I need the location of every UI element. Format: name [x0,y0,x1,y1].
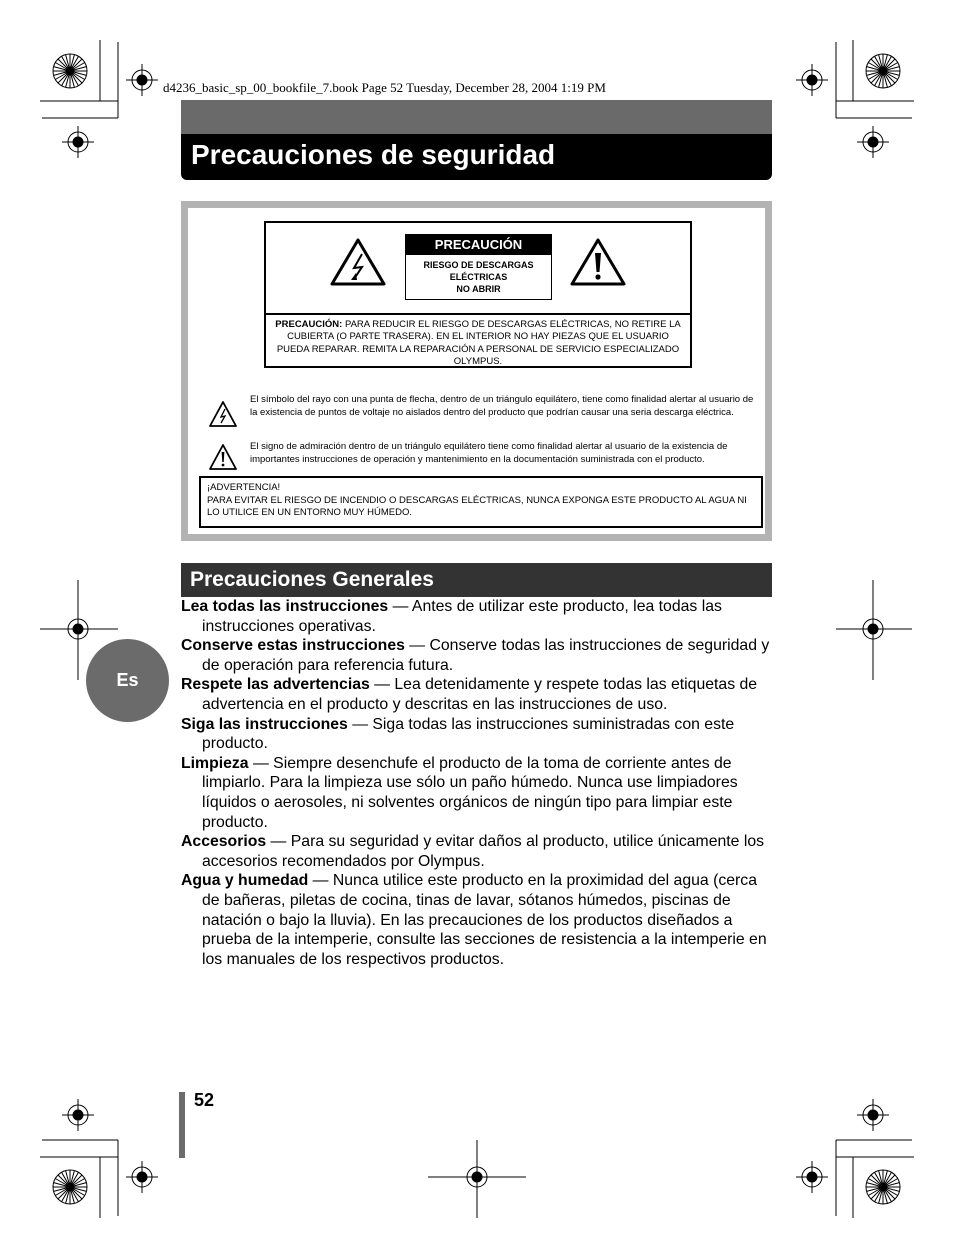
caution-badge-body [406,259,551,295]
instruction-term: Lea todas las instrucciones [181,598,389,615]
caution-note-label: PRECAUCIÓN: [275,319,343,330]
list-item [181,675,776,714]
instruction-term: Accesorios [181,833,267,851]
list-item [181,754,776,832]
exclamation-triangle-icon [208,443,238,471]
caution-badge-line: ELÉCTRICAS [449,272,508,282]
section-header-bar [181,563,772,597]
language-tab: Es [86,639,169,722]
instruction-text: — Siga todas las instrucciones suministradas con este producto. [202,715,735,753]
instruction-term: Siga las instrucciones [181,715,348,733]
caution-note-text: PARA REDUCIR EL RIESGO DE DESCARGAS ELÉCTRICAS, NO RETIRE LA CUBIERTA (O PARTE TRASERA). EN EL INTERIOR NO HAY PIEZAS QUE EL USUARIO PUEDA REPARAR. REMITA LA REPARACIÓN A PERSONAL DE SERVICIO ESPECIALIZADO OLYMPUS. [276,319,681,367]
page-number-bar [179,1092,185,1158]
instruction-term: Agua y humedad [181,872,309,890]
instructions-list [181,597,776,969]
instruction-text: — Antes de utilizar este producto, lea todas las instrucciones operativas. [202,598,722,635]
caution-label-top [266,223,690,315]
starburst-center [66,1183,74,1191]
starburst-center [879,67,887,75]
print-header: d4236_basic_sp_00_bookfile_7.book Page 52 Tuesday, December 28, 2004 1:19 PM [163,80,606,95]
starburst-center [879,1183,887,1191]
list-item [181,715,776,754]
caution-label-box [264,221,692,368]
instruction-text: — Lea detenidamente y respete todas las etiquetas de advertencia en el producto y descritas en las instrucciones de uso. [202,676,758,713]
caution-badge-line: NO ABRIR [456,284,501,294]
warning-panel [181,201,772,541]
starburst-center [66,67,74,75]
symbol-note-text: El signo de admiración dentro de un triángulo equilátero tiene como finalidad alertar al usuario de la existencia de importantes instrucciones de operación y mantenimiento en la documentación suministrada con el producto. [250,441,728,465]
page-number: 52 [194,1090,215,1110]
list-item [181,832,776,871]
instruction-term: Limpieza [181,754,249,772]
caution-badge [405,234,552,300]
caution-note [274,319,682,368]
lightning-triangle-icon [208,400,238,428]
symbol-note-text: El símbolo del rayo con una punta de flecha, dentro de un triángulo equilátero, tiene como finalidad alertar al usuario de la existencia de puntos de voltaje no aislados dentro del producto que podrían causar una seria descarga eléctrica. [250,394,754,418]
instruction-term: Respete las advertencias [181,676,370,694]
exclamation-triangle-icon [570,237,626,287]
caution-badge-heading: PRECAUCIÓN [406,235,551,255]
list-item [181,871,776,969]
instruction-text: — Para su seguridad y evitar daños al producto, utilice únicamente los accesorios recomendados por Olympus. [202,833,765,870]
advertencia-text: PARA EVITAR EL RIESGO DE INCENDIO O DESCARGAS ELÉCTRICAS, NUNCA EXPONGA ESTE PRODUCTO AL AGUA NI LO UTILICE EN UN ENTORNO MUY HÚMEDO. [207,494,747,518]
section-title: Precauciones Generales [190,568,434,591]
instruction-term: Conserve estas instrucciones [181,637,405,655]
instruction-text: — Nunca utilice este producto en la proximidad del agua (cerca de bañeras, piletas de cocina, tinas de lavar, sótanos húmedos, piscinas de natación o bajo la lluvia). En las precauciones de los productos diseñados a prueba de la intemperie, consulte las secciones de resistencia a la intemperie en los manuales de los respectivos productos. [202,872,767,968]
instruction-text: — Siempre desenchufe el producto de la toma de corriente antes de limpiarlo. Para la limpieza use sólo un paño húmedo. Nunca use limpiadores líquidos o aerosoles, ni solventes orgánicos de ningún tipo para limpiar este producto. [202,754,738,831]
title-bar [181,100,772,180]
caution-badge-line: RIESGO DE DESCARGAS [423,260,534,270]
advertencia-box [199,476,763,528]
list-item [181,636,776,675]
advertencia-heading: ¡ADVERTENCIA! [207,482,281,493]
instruction-text: — Conserve todas las instrucciones de seguridad y de operación para referencia futura. [202,637,770,674]
warning-panel-inner [188,208,765,534]
list-item [181,597,776,636]
lightning-triangle-icon [330,237,386,287]
page-title: Precauciones de seguridad [191,139,556,170]
